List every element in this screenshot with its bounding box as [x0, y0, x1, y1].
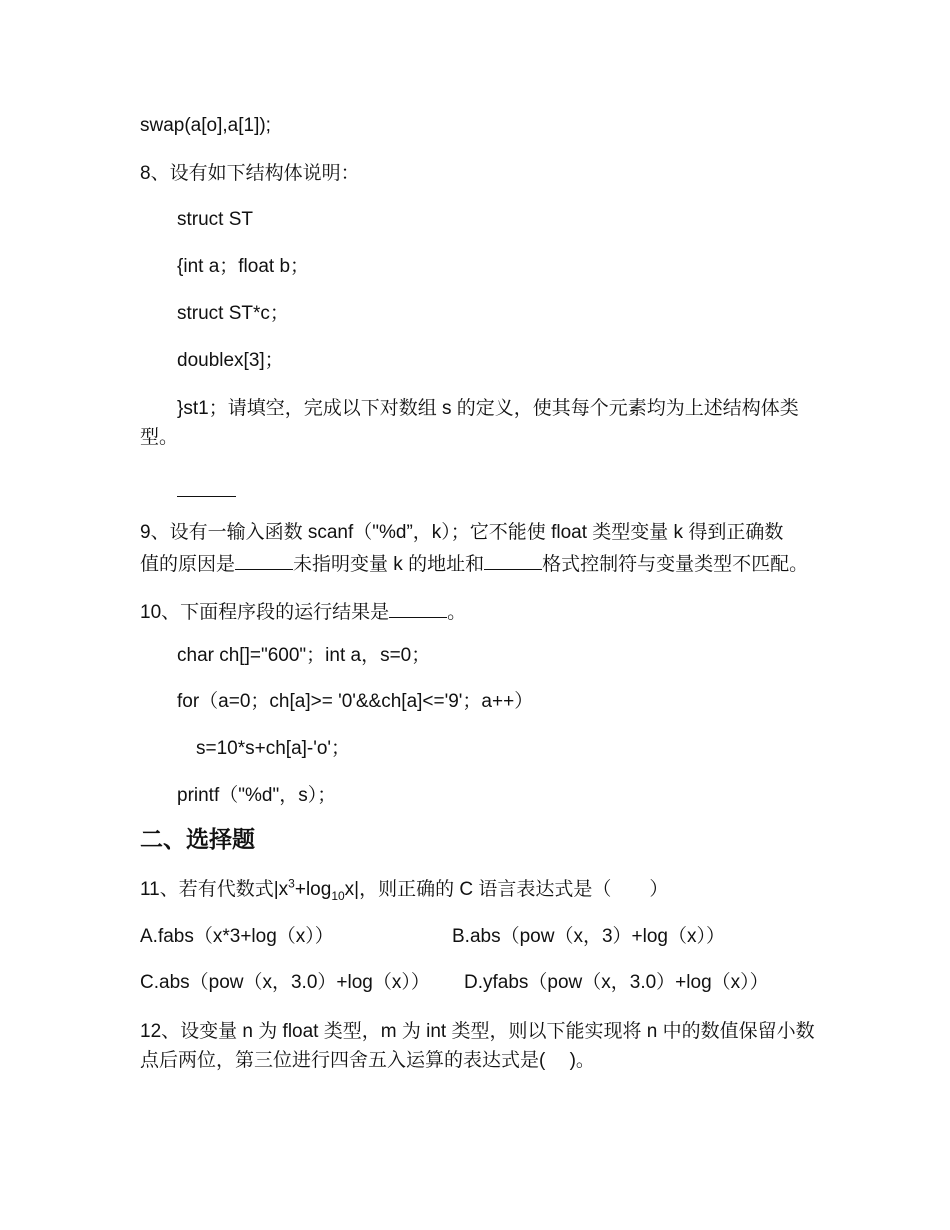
question-8-instruction: }st1；请填空，完成以下对数组 s 的定义，使其每个元素均为上述结构体类 — [177, 398, 799, 419]
question-8-instruction-cont: 型。 — [140, 427, 179, 448]
q9-text-2: 未指明变量 k 的地址和 — [293, 554, 485, 575]
q11-mid: +log — [294, 879, 332, 900]
q11-subscript: 10 — [331, 888, 345, 903]
code-line-body: s=10*s+ch[a]-'o'； — [196, 738, 351, 759]
code-line-swap: swap(a[o],a[1]); — [140, 115, 271, 136]
code-line-members: {int a；float b； — [177, 256, 310, 277]
q9-blank-2 — [484, 549, 542, 570]
question-12-line-2: 点后两位，第三位进行四舍五入运算的表达式是( )。 — [140, 1050, 595, 1071]
question-8-text: 8、设有如下结构体说明： — [140, 163, 360, 184]
q11-pre: 11、若有代数式|x — [140, 879, 289, 900]
q10-blank — [389, 597, 447, 618]
q10-text-2: 。 — [447, 602, 467, 623]
option-b: B.abs（pow（x，3）+log（x）） — [452, 926, 725, 947]
code-line-decl: char ch[]="600"；int a，s=0； — [177, 645, 431, 666]
question-10-text — [140, 597, 466, 626]
code-line-for: for（a=0；ch[a]>= '0'&&ch[a]<='9'；a++） — [177, 691, 534, 712]
q9-blank-1 — [235, 549, 293, 570]
q11-post: x|，则正确的 C 语言表达式是（ ） — [344, 879, 669, 900]
section-heading-choice: 二、选择题 — [140, 826, 255, 852]
code-line-struct: struct ST — [177, 209, 254, 230]
code-line-pointer: struct ST*c； — [177, 303, 289, 324]
question-11-text — [140, 877, 668, 903]
q11-exponent: 3 — [288, 876, 295, 891]
question-9-line-1: 9、设有一输入函数 scanf（"%d”，k）；它不能使 float 类型变量 k 得到正确数 — [140, 522, 784, 543]
q9-text-1: 值的原因是 — [140, 554, 236, 575]
question-12-line-1: 12、设变量 n 为 float 类型，m 为 int 类型，则以下能实现将 n 中的数值保留小数 — [140, 1021, 815, 1042]
question-9-line-2 — [140, 549, 808, 578]
q10-text-1: 10、下面程序段的运行结果是 — [140, 602, 390, 623]
option-d: D.yfabs（pow（x，3.0）+log（x）） — [464, 972, 769, 993]
code-line-printf: printf（"%d"，s）； — [177, 785, 337, 806]
option-a: A.fabs（x*3+log（x）） — [140, 926, 334, 947]
code-line-array: doublex[3]； — [177, 350, 284, 371]
question-8-answer-blank — [177, 476, 236, 505]
option-c: C.abs（pow（x，3.0）+log（x）） — [140, 972, 430, 993]
q9-text-3: 格式控制符与变量类型不匹配。 — [542, 554, 809, 575]
